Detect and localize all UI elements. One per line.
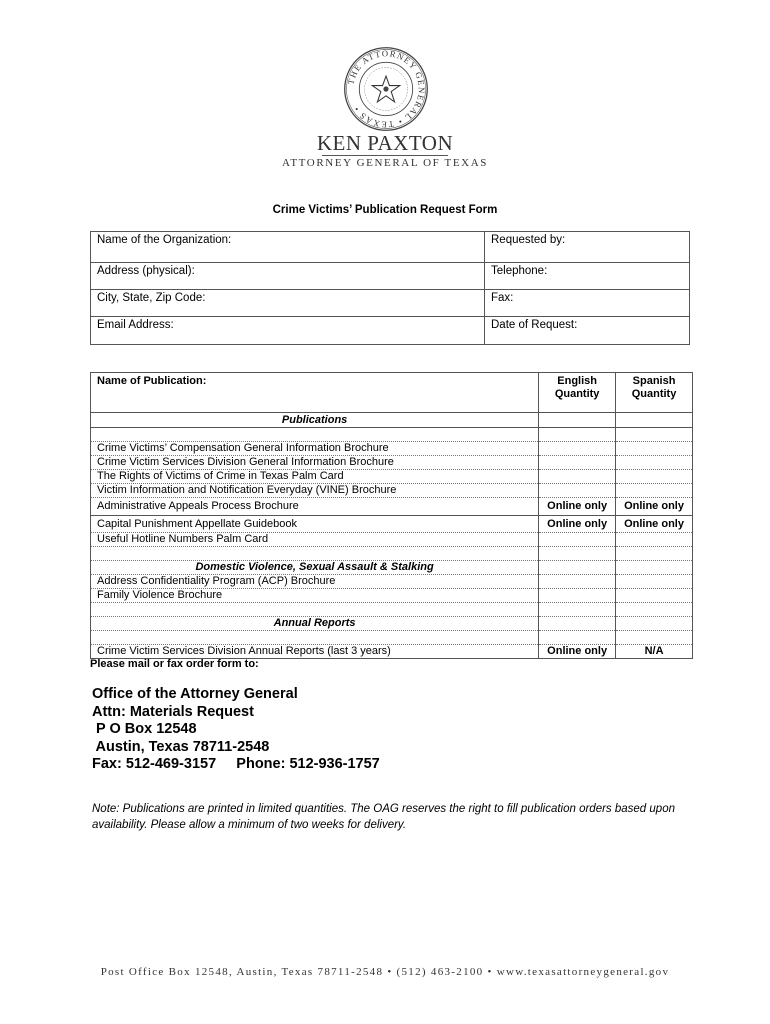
table-row [91,498,693,516]
attorney-general-seal [343,46,429,132]
spanish-quantity-cell: N/A [616,645,693,659]
spanish-quantity-cell[interactable] [616,484,693,498]
publications-section-heading: Publications [91,413,539,428]
english-quantity-cell: Online only [539,516,616,533]
table-row [91,484,693,498]
english-quantity-cell[interactable] [539,470,616,484]
spanish-quantity-cell[interactable] [616,575,693,589]
address-line-po-box: P O Box 12548 [92,721,197,737]
spanish-quantity-cell: Online only [616,498,693,516]
english-quantity-cell: Online only [539,498,616,516]
table-row [91,456,693,470]
spanish-quantity-cell[interactable] [616,589,693,603]
table-row [91,516,693,533]
address-line-city: Austin, Texas 78711-2548 [92,738,270,755]
english-quantity-header: English Quantity [539,373,616,413]
table-header-row [91,373,693,413]
requester-info-table [90,231,690,345]
page-footer: Post Office Box 12548, Austin, Texas 78711-2548 • (512) 463-2100 • www.texasattorneygeneral.gov [100,966,670,978]
address-line-attn: Attn: Materials Request [92,703,254,720]
english-quantity-cell[interactable] [539,575,616,589]
publication-name: Family Violence Brochure [91,589,539,603]
city-state-zip-field[interactable]: City, State, Zip Code: [91,290,485,317]
form-title: Crime Victims’ Publication Request Form [272,204,498,216]
annual-reports-section-heading: Annual Reports [91,617,539,631]
domestic-violence-section-heading: Domestic Violence, Sexual Assault & Stalking [91,561,539,575]
publication-name: Administrative Appeals Process Brochure [91,498,539,516]
table-row [91,575,693,589]
organization-name-field[interactable]: Name of the Organization: [91,232,485,263]
mail-instructions-label: Please mail or fax order form to: [90,658,259,670]
publication-name: Useful Hotline Numbers Palm Card [91,533,539,547]
spanish-quantity-header: Spanish Quantity [616,373,693,413]
header-divider [322,155,448,156]
table-row [91,645,693,659]
table-row [91,470,693,484]
seal-text: THE ATTORNEY GENERAL • TEXAS • [345,48,427,130]
attorney-general-subtitle: ATTORNEY GENERAL OF TEXAS [282,157,488,169]
address-field[interactable]: Address (physical): [91,263,485,290]
attorney-general-name: KEN PAXTON [316,131,454,155]
requested-by-field[interactable]: Requested by: [485,232,690,263]
publication-name: Address Confidentiality Program (ACP) Brochure [91,575,539,589]
publication-name: Capital Punishment Appellate Guidebook [91,516,539,533]
table-row [91,442,693,456]
spanish-quantity-cell[interactable] [616,533,693,547]
spanish-quantity-cell[interactable] [616,442,693,456]
publications-table [90,372,693,659]
english-quantity-cell[interactable] [539,442,616,456]
publication-name: Victim Information and Notification Everyday (VINE) Brochure [91,484,539,498]
english-quantity-cell[interactable] [539,589,616,603]
publication-name: Crime Victim Services Division Annual Reports (last 3 years) [91,645,539,659]
publication-name: Crime Victim Services Division General Information Brochure [91,456,539,470]
email-field[interactable]: Email Address: [91,317,485,345]
table-row [91,533,693,547]
english-quantity-cell: Online only [539,645,616,659]
english-quantity-cell[interactable] [539,456,616,470]
publication-name-header: Name of Publication: [91,373,539,413]
spanish-quantity-cell[interactable] [616,456,693,470]
publication-name: The Rights of Victims of Crime in Texas Palm Card [91,470,539,484]
delivery-note: Note: Publications are printed in limited quantities. The OAG reserves the right to fill publication orders based upon availability. Please allow a minimum of two weeks for delivery. [92,803,675,831]
table-row [91,589,693,603]
date-of-request-field[interactable]: Date of Request: [485,317,690,345]
mailing-address [92,686,380,774]
english-quantity-cell[interactable] [539,484,616,498]
publication-name: Crime Victims’ Compensation General Information Brochure [91,442,539,456]
english-quantity-cell[interactable] [539,533,616,547]
address-line-fax-phone: Fax: 512-469-3157 Phone: 512-936-1757 [92,756,380,772]
address-line-office: Office of the Attorney General [92,686,298,702]
spanish-quantity-cell: Online only [616,516,693,533]
fax-field[interactable]: Fax: [485,290,690,317]
telephone-field[interactable]: Telephone: [485,263,690,290]
spanish-quantity-cell[interactable] [616,470,693,484]
